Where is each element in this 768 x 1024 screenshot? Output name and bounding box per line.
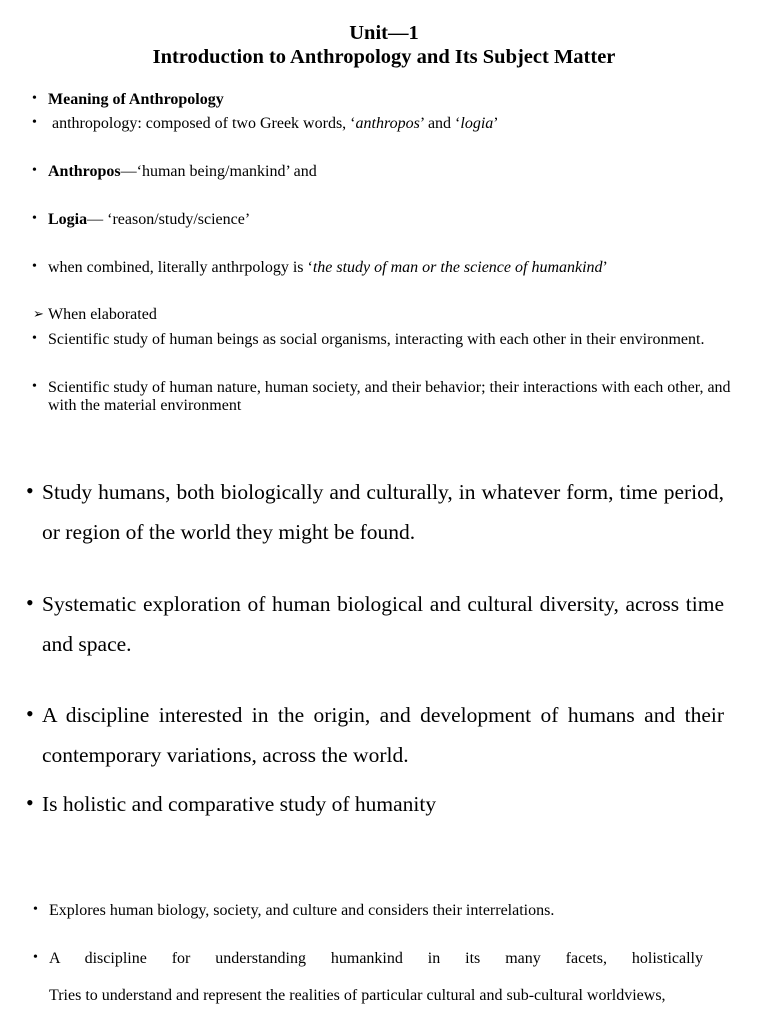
bullet-icon: • <box>32 259 37 274</box>
represent-item: Tries to understand and represent the realities of particular cultural and sub-cultural worldviews, <box>49 987 666 1004</box>
bullet-icon: • <box>32 331 37 346</box>
greek-words-item <box>48 115 499 133</box>
greek-word-anthropos: anthropos <box>355 115 420 132</box>
anthropos-term: Anthropos <box>48 163 121 180</box>
greek-words-prefix: anthropology: composed of two Greek words, ‘ <box>48 115 356 132</box>
bullet-icon: • <box>26 701 34 726</box>
combined-italic: the study of man or the science of humankind <box>312 259 603 276</box>
bullet-icon: • <box>32 211 37 226</box>
large-item-3: A discipline interested in the origin, and development of humans and their contemporary variations, across the world. <box>42 703 724 767</box>
bullet-icon: • <box>26 790 34 815</box>
meaning-heading-text: Meaning of Anthropology <box>48 91 224 108</box>
bullet-icon: • <box>26 478 34 503</box>
large-item-4: Is holistic and comparative study of humanity <box>42 792 437 816</box>
bullet-icon: • <box>33 950 38 965</box>
greek-words-suffix: ’ <box>493 115 499 132</box>
combined-prefix: when combined, literally anthrpology is ‘ <box>48 259 313 276</box>
greek-word-logia: logia <box>460 115 494 132</box>
logia-term: Logia <box>48 211 88 228</box>
bullet-icon: • <box>33 902 38 917</box>
page-title: Introduction to Anthropology and Its Subject Matter <box>152 46 616 68</box>
arrow-bullet-icon: ➢ <box>33 306 44 321</box>
meaning-heading <box>48 91 224 109</box>
elaborated-item-1: Scientific study of human beings as social organisms, interacting with each other in their environment. <box>48 331 705 348</box>
anthropos-definition: —‘human being/mankind’ and <box>120 163 317 180</box>
bullet-icon: • <box>32 163 37 178</box>
bullet-icon: • <box>32 115 37 130</box>
combined-item <box>48 259 608 277</box>
bullet-icon: • <box>32 91 37 106</box>
large-item-1: Study humans, both biologically and culturally, in whatever form, time period, or region of the world they might be found. <box>42 480 724 544</box>
bullet-icon: • <box>26 590 34 615</box>
large-item-2: Systematic exploration of human biological and cultural diversity, across time and space. <box>42 592 724 656</box>
logia-item <box>48 211 250 229</box>
anthropos-item <box>48 163 317 181</box>
greek-words-mid: ’ and ‘ <box>419 115 461 132</box>
combined-suffix: ’ <box>602 259 608 276</box>
discipline-item: A discipline for understanding humankind in its many facets, holistically <box>49 950 703 967</box>
unit-heading: Unit—1 <box>349 22 419 44</box>
explores-item: Explores human biology, society, and culture and considers their interrelations. <box>49 902 555 919</box>
elaborated-heading: When elaborated <box>48 306 157 323</box>
bullet-icon: • <box>32 379 37 394</box>
logia-definition: — ‘reason/study/science’ <box>87 211 251 228</box>
elaborated-item-2: Scientific study of human nature, human society, and their behavior; their interactions with each other, and with the material environment <box>48 379 731 414</box>
